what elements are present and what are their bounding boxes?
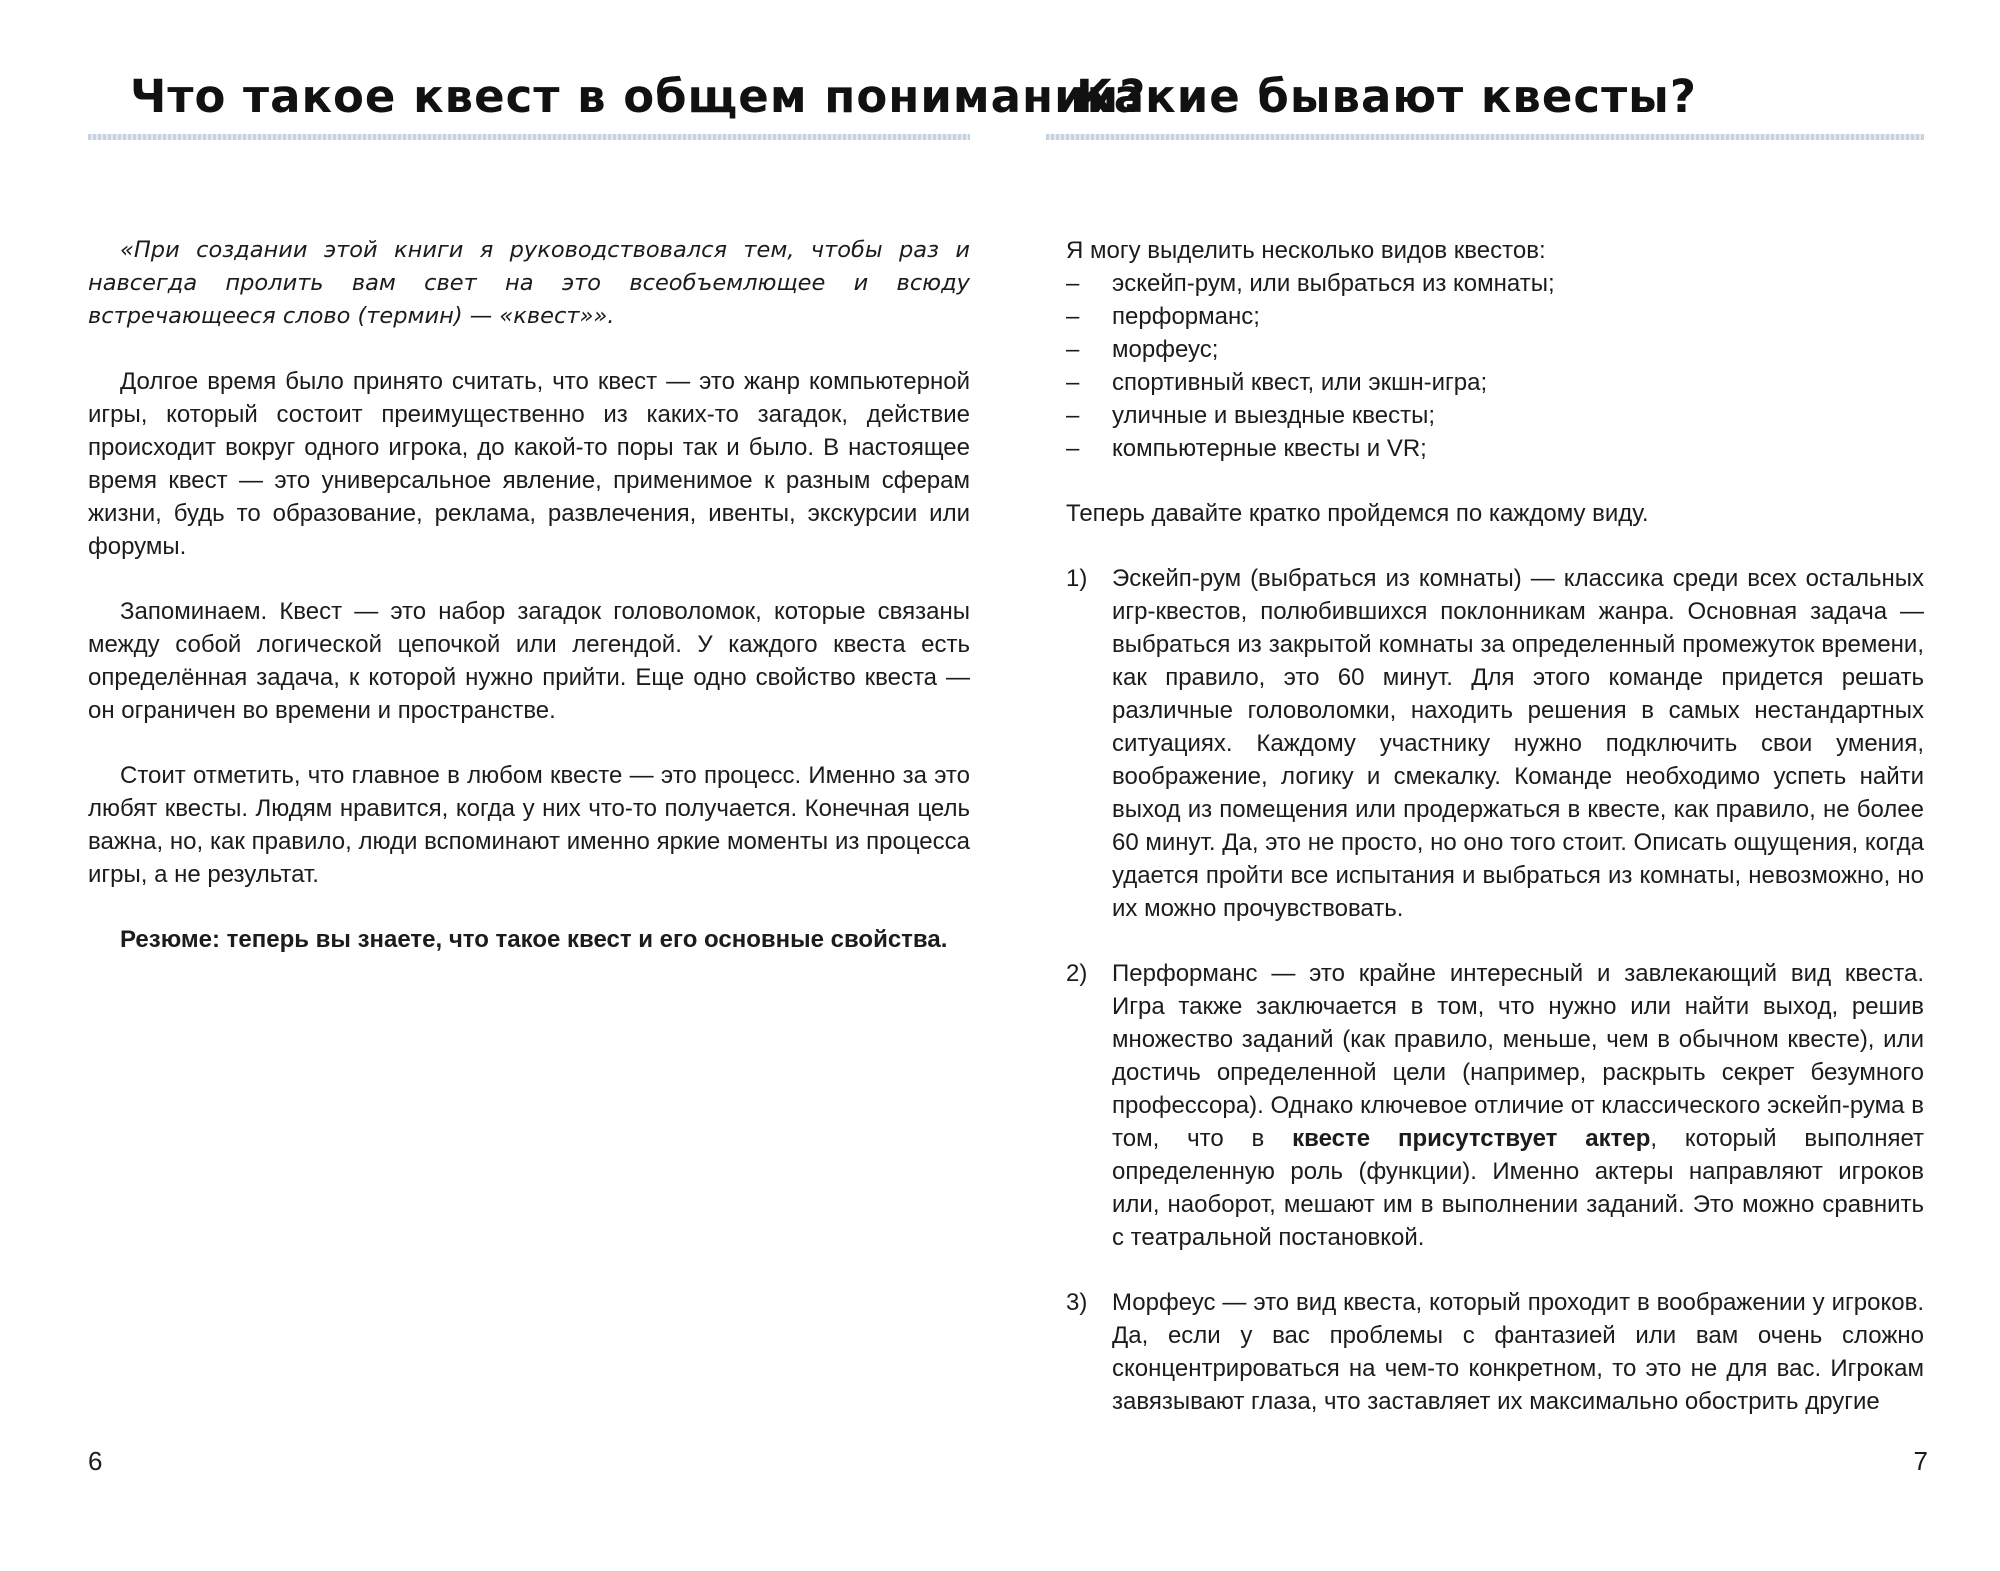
title-underline bbox=[1046, 134, 1924, 140]
item-number: 2) bbox=[1066, 960, 1088, 987]
paragraph: Запоминаем. Квест — это набор загадок головоломок, которые связаны между собой логической цепочкой или легендой. У каждого квеста есть определённая задача, к которой нужно прийти. Еще одно свойство квеста — он ограничен во времени и пространстве. bbox=[88, 598, 970, 724]
list-item: – компьютерные квесты и VR; bbox=[1066, 432, 1924, 465]
numbered-item-morpheus bbox=[1066, 1286, 1924, 1418]
right-page-body bbox=[1066, 234, 1924, 1418]
right-page bbox=[1066, 0, 1928, 1571]
item-number: 1) bbox=[1066, 565, 1088, 592]
transition-text: Теперь давайте кратко пройдемся по каждому виду. bbox=[1066, 500, 1649, 527]
quest-types-list bbox=[1066, 267, 1924, 465]
epigraph-quote: «При создании этой книги я руководствовался тем, чтобы раз и навсегда пролить вам свет на это всеобъемлющее и всюду встречающееся слово (термин) — «квест»». bbox=[88, 237, 970, 329]
left-page bbox=[88, 0, 1147, 1571]
list-item: – эскейп-рум, или выбраться из комнаты; bbox=[1066, 267, 1924, 300]
page-number: 6 bbox=[88, 1446, 103, 1476]
list-item: – уличные и выездные квесты; bbox=[1066, 399, 1924, 432]
right-page-title: Какие бывают квесты? bbox=[1076, 70, 1697, 123]
list-item: – морфеус; bbox=[1066, 333, 1924, 366]
numbered-item-escape-room bbox=[1066, 562, 1924, 925]
item-number: 3) bbox=[1066, 1289, 1088, 1316]
bold-emphasis: квесте присутствует актер bbox=[1292, 1125, 1651, 1152]
left-page-title: Что такое квест в общем понимании? bbox=[130, 70, 1147, 123]
page-number: 7 bbox=[1913, 1446, 1928, 1476]
item-text: Эскейп-рум (выбраться из комнаты) — классика среди всех остальных игр-квестов, полюбившихся поклонникам жанра. Основная задача — выбраться из закрытой комнаты за определенный промежуток времени, как правило, это 60 минут. Для этого команде придется решать различные головоломки, находить решения в самых нестандартных ситуациях. Каждому участнику нужно подключить свои умения, воображение, логику и смекалку. Команде необходимо успеть найти выход из помещения или продержаться в квесте, как правило, не более 60 минут. Да, это не просто, но оно того стоит. Описать ощущения, когда удается пройти все испытания и выбраться из комнаты, невозможно, но их можно прочувствовать. bbox=[1112, 565, 1924, 922]
numbered-item-performance bbox=[1066, 957, 1924, 1254]
left-page-body bbox=[88, 234, 970, 956]
list-item: – перформанс; bbox=[1066, 300, 1924, 333]
paragraph: Стоит отметить, что главное в любом квесте — это процесс. Именно за это любят квесты. Людям нравится, когда у них что-то получается. Конечная цель важна, но, как правило, люди вспоминают именно яркие моменты из процесса игры, а не результат. bbox=[88, 762, 970, 888]
list-item: – спортивный квест, или экшн-игра; bbox=[1066, 366, 1924, 399]
title-underline bbox=[88, 134, 970, 140]
item-text: Морфеус — это вид квеста, который проходит в воображении у игроков. Да, если у вас проблемы с фантазией или вам очень сложно сконцентрироваться на чем-то конкретном, то это не для вас. Игрокам завязывают глаза, что заставляет их максимально обострить другие bbox=[1112, 1289, 1924, 1415]
paragraph: Долгое время было принято считать, что квест — это жанр компьютерной игры, который состоит преимущественно из каких-то загадок, действие происходит вокруг одного игрока, до какой-то поры так и было. В настоящее время квест — это универсальное явление, применимое к разным сферам жизни, будь то образование, реклама, развлечения, ивенты, экскурсии или форумы. bbox=[88, 368, 970, 560]
resume-summary: Резюме: теперь вы знаете, что такое квест и его основные свойства. bbox=[120, 926, 948, 953]
list-intro: Я могу выделить несколько видов квестов: bbox=[1066, 237, 1546, 264]
item-text: Перформанс — это крайне интересный и завлекающий вид квеста. Игра также заключается в том, что нужно или найти выход, решив множество заданий (как правило, меньше, чем в обычном квесте), или достичь определенной цели (например, раскрыть секрет безумного профессора). Однако ключевое отличие от классического эскейп-рума в том, что в квесте присутствует актер, который выполняет определенную роль (функции). Именно актеры направляют игроков или, наоборот, мешают им в выполнении заданий. Это можно сравнить с театральной постановкой. bbox=[1112, 960, 1925, 1251]
